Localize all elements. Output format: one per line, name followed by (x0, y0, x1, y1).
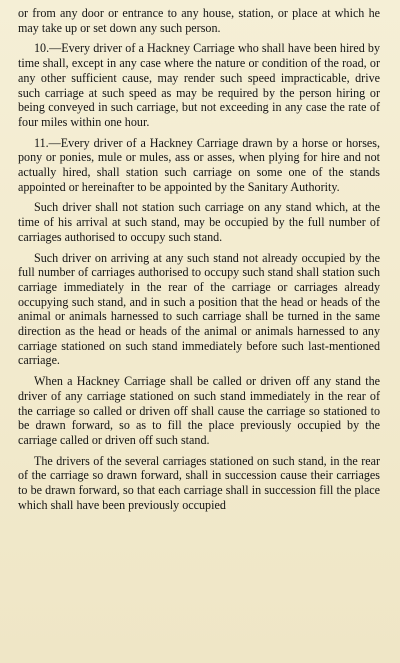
paragraph-continuation: or from any door or entrance to any house, station, or place at which he may take up or set down any such person. (18, 6, 380, 35)
paragraph-succession: The drivers of the several carriages stationed on such stand, in the rear of the carriage so drawn forward, shall in succession cause their carriages to be drawn forward, so that each carriage shall in succession fill the place which shall have been previously occupied (18, 453, 380, 512)
paragraph-called-off-stand: When a Hackney Carriage shall be called or driven off any stand the driver of any carriage stationed on such stand immediately in the rear of the carriage so called or driven off shall cause the carriage so stationed to be drawn forward, so as to fill the place previously occupied by the carriage called or driven off such stand. (18, 374, 380, 447)
paragraph-section-10: 10.—Every driver of a Hackney Carriage who shall have been hired by time shall, except in any case where the nature or condition of the road, or any other sufficient cause, may render such speed impracticable, drive such carriage at such speed as may be required by the person hiring or being conveyed in such carriage, but not exceeding in any case the rate of four miles within one hour. (18, 41, 380, 129)
paragraph-section-11: 11.—Every driver of a Hackney Carriage drawn by a horse or horses, pony or ponies, mule or mules, ass or asses, when plying for hire and not actually hired, shall station such carriage on some one of the stands appointed or hereinafter to be appointed by the Sanitary Authority. (18, 135, 380, 194)
paragraph-stand-arrival: Such driver on arriving at any such stand not already occupied by the full number of carriages authorised to occupy such stand shall station such carriage immediately in the rear of the carriage or carriages already occupying such stand, and in such a position that the head or heads of the animal or animals harnessed to such carriage shall be turned in the same direction as the head or heads of the animal or animals harnessed to any carriage stationed on such stand immediately before such last-mentioned carriage. (18, 250, 380, 368)
paragraph-stand-occupancy: Such driver shall not station such carriage on any stand which, at the time of his arrival at such stand, may be occupied by the full number of carriages authorised to occupy such stand. (18, 200, 380, 244)
